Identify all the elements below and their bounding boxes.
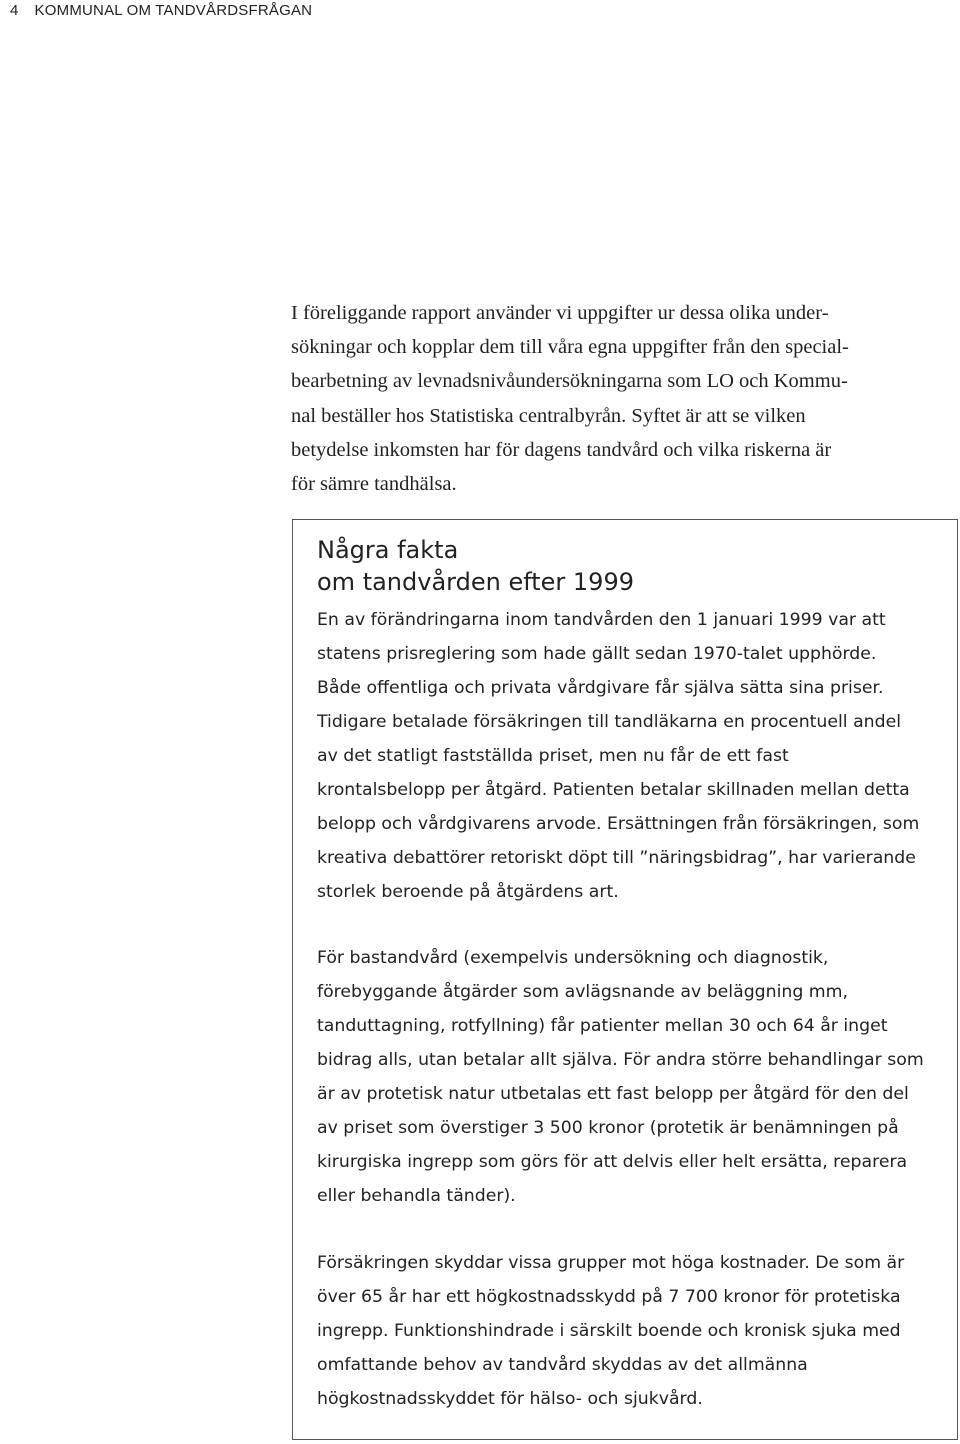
fact-box-content: [317, 534, 957, 1416]
running-header: [10, 2, 312, 19]
fact-box: [292, 519, 958, 1440]
fact-line: är av protetisk natur utbetalas ett fast belopp per åtgärd för den del: [317, 1084, 909, 1104]
fact-line: Både offentliga och privata vårdgivare får själva sätta sina priser.: [317, 678, 884, 698]
fact-line: storlek beroende på åtgärdens art.: [317, 882, 619, 902]
intro-line: sökningar och kopplar dem till våra egna uppgifter från den special-: [291, 336, 849, 359]
intro-line: för sämre tandhälsa.: [291, 473, 457, 496]
fact-line: En av förändringarna inom tandvården den 1 januari 1999 var att: [317, 610, 886, 630]
fact-line: bidrag alls, utan betalar allt själva. För andra större behandlingar som: [317, 1050, 924, 1070]
fact-line: belopp och vårdgivarens arvode. Ersättningen från försäkringen, som: [317, 814, 920, 834]
intro-line: I föreliggande rapport använder vi uppgifter ur dessa olika under-: [291, 302, 829, 324]
page-number: 4: [10, 2, 19, 19]
fact-paragraph-price-regulation: [317, 603, 957, 909]
fact-line: För bastandvård (exempelvis undersökning och diagnostik,: [317, 948, 829, 968]
intro-line: bearbetning av levnadsnivåundersökningarna som LO och Kommu-: [291, 370, 848, 393]
fact-box-title: [317, 534, 957, 598]
fact-line: av det statligt fastställda priset, men nu får de ett fast: [317, 746, 789, 766]
running-title: KOMMUNAL OM TANDVÅRDSFRÅGAN: [34, 2, 313, 19]
fact-line: Försäkringen skyddar vissa grupper mot höga kostnader. De som är: [317, 1253, 905, 1273]
fact-line: Tidigare betalade försäkringen till tandläkarna en procentuell andel: [317, 712, 902, 732]
fact-line: krontalsbelopp per åtgärd. Patienten betalar skillnaden mellan detta: [317, 780, 910, 800]
fact-line: omfattande behov av tandvård skyddas av det allmänna: [317, 1355, 808, 1375]
intro-paragraph: [291, 296, 941, 501]
fact-paragraph-basic-care: [317, 941, 957, 1213]
fact-line: tanduttagning, rotfyllning) får patienter mellan 30 och 64 år inget: [317, 1016, 888, 1036]
fact-paragraph-cost-protection: [317, 1246, 957, 1416]
fact-box-title-line: Några fakta: [317, 536, 459, 564]
fact-line: av priset som överstiger 3 500 kronor (protetik är benämningen på: [317, 1118, 899, 1138]
fact-line: statens prisreglering som hade gällt sedan 1970-talet upphörde.: [317, 644, 877, 664]
fact-line: ingrepp. Funktionshindrade i särskilt boende och kronisk sjuka med: [317, 1321, 901, 1341]
fact-line: förebyggande åtgärder som avlägsnande av beläggning mm,: [317, 982, 848, 1002]
fact-line: högkostnadsskyddet för hälso- och sjukvård.: [317, 1389, 703, 1409]
intro-line: betydelse inkomsten har för dagens tandvård och vilka riskerna är: [291, 438, 832, 461]
fact-line: över 65 år har ett högkostnadsskydd på 7 700 kronor för protetiska: [317, 1287, 901, 1307]
fact-line: eller behandla tänder).: [317, 1186, 516, 1206]
intro-line: nal beställer hos Statistiska centralbyrån. Syftet är att se vilken: [291, 404, 806, 427]
fact-line: kreativa debattörer retoriskt döpt till ”näringsbidrag”, har varierande: [317, 848, 916, 868]
fact-line: kirurgiska ingrepp som görs för att delvis eller helt ersätta, reparera: [317, 1152, 908, 1172]
fact-box-title-line: om tandvården efter 1999: [317, 568, 634, 596]
